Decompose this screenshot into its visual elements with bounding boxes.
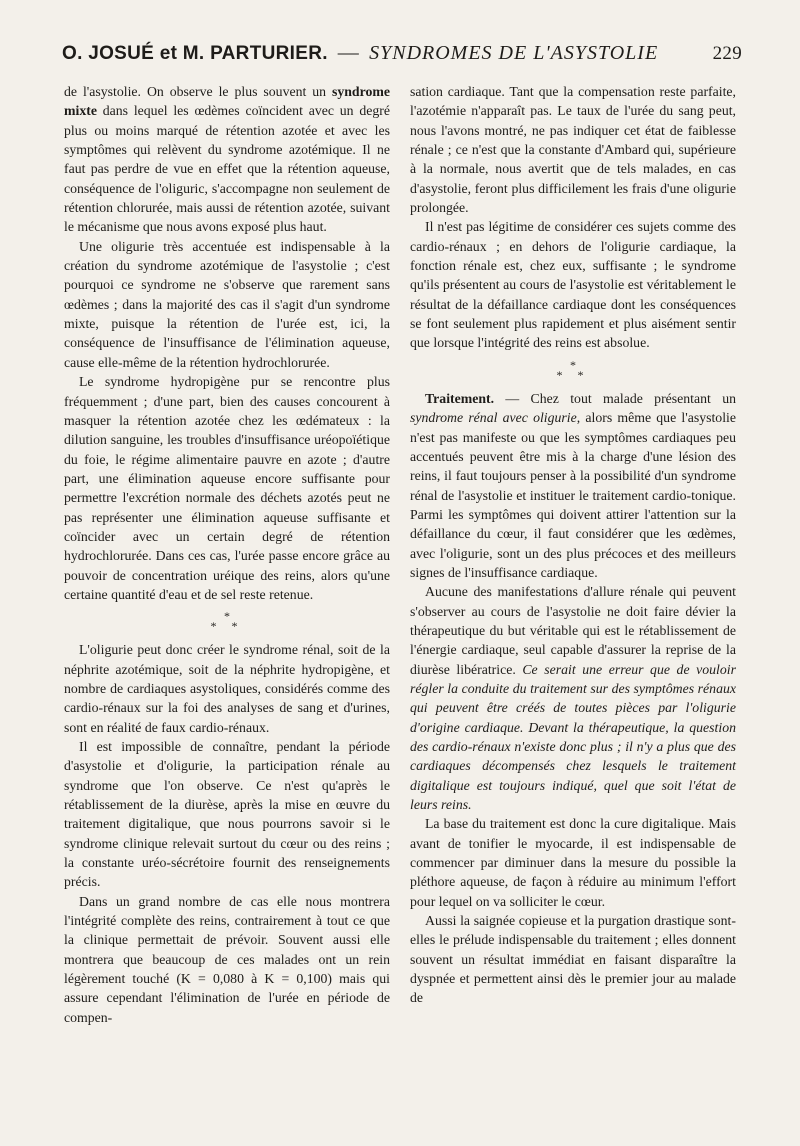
paragraph (410, 582, 736, 814)
paragraph: Le syndrome hydropigène pur se rencontre plus fréquemment ; d'une part, bien des causes concourent à masquer la rétention azotée chez les œdémateux : la dilution sanguine, les troubles d'insuffisance uréopoïétique du foie, le régime alimentaire pauvre en azote ; d'autre part, une élimination aqueuse encore suffisante pour permettre l'excrétion normale des déchets azotés peut ne pas représenter une élimination aqueuse suffisante et coïncider avec un certain degré de rétention hydrochlorurée. Dans ces cas, l'urée passe encore grâce au pouvoir de concentration uréique des reins, alors qu'une certaine quantité d'eau et de sel reste retenue. (64, 374, 390, 602)
page-number: 229 (712, 43, 742, 64)
bold-term: syndrome mixte (64, 84, 390, 119)
section-heading: Traitement. (425, 390, 495, 406)
text-run: Aucune des manifestations d'allure rénale qui peuvent s'observer au cours de l'asystolie ne doit faire dévier la thérapeutique du but véritable qui est le rétablissement de l'énergie cardiaque, seul capable d'assurer la reprise de la diurèse libératrice. (410, 584, 736, 677)
right-column (410, 82, 736, 1008)
text-run: , alors même que l'asystolie n'est pas manifeste ou que les symptômes cardiaques peu accentués peuvent être mis à la charge d'une lésion des reins, il faut toujours penser à la possibilité d'un syndrome rénal de l'asystolie et instituer le traitement cardio-tonique. Parmi les symptômes qui doivent attirer l'attention sur la défaillance du cœur, il faut considérer que les œdèmes, avec l'oligurie, sont un des plus précoces et des meilleurs signes de l'insuffisance cardiaque. (410, 410, 736, 580)
paragraph: Aussi la saignée copieuse et la purgation drastique sont-elles le prélude indispensable du traitement ; elles donnent souvent un résultat immédiat en faisant disparaître la dyspnée et permettent ainsi dès le premier jour au malade de (410, 913, 736, 1006)
italic-term: syndrome rénal avec oligurie (410, 410, 577, 426)
header-dash: — (337, 40, 360, 64)
header-title: SYNDROMES DE L'ASYSTOLIE (369, 42, 659, 64)
text-run: — Chez tout malade présentant un (494, 390, 736, 406)
asterism-top: * (224, 609, 230, 624)
asterism-bottom: * * (210, 619, 244, 634)
paragraph: sation cardiaque. Tant que la compensation reste parfaite, l'azotémie n'apparaît pas. Le taux de l'urée du sang peut, nous l'avons montré, ne pas indiquer cet état de faiblesse rénale ; ce n'est que la constante d'Ambard qui, supérieure à la normale, nous avertit que de tels malades, en cas d'asystolie, feront plus difficilement les frais d'une oligurie prolongée. (410, 84, 736, 216)
paragraph: L'oligurie peut donc créer le syndrome rénal, soit de la néphrite azotémique, soit de la néphrite hydropigène, et nombre de cardiaques asystoliques, considérés comme des cardio-rénaux sur la foi des analyses de sang et d'urines, sont en réalité de faux cardio-rénaux. (64, 642, 390, 735)
paragraph (410, 389, 736, 582)
asterism-bottom: * * (556, 367, 590, 382)
paragraph: Il est impossible de connaître, pendant la période d'asystolie et d'oligurie, la participation rénale au syndrome que l'on observe. Ce n'est qu'après le rétablissement de la diurèse, après la mise en œuvre du traitement digitalique, que nous pourrons savoir si le syndrome clinique relevait surtout du cœur ou des reins ; la constante uréo-sécrétoire fournit des renseignements précis. (64, 739, 390, 890)
text-run: de l'asystolie. On observe le plus souvent un (64, 84, 332, 99)
header-authors: O. JOSUÉ et M. PARTURIER. (62, 43, 328, 64)
paragraph (64, 82, 390, 237)
running-header (62, 40, 742, 70)
italic-passage: Ce serait une erreur que de vouloir régler la conduite du traitement sur des symptômes rénaux qui peuvent être créés de toutes pièces par l'oligurie d'origine cardiaque. Devant la thérapeutique, la question des cardio-rénaux n'existe donc plus ; il n'y a plus que des cardiaques décompensés chez lesquels le traitement digitalique est toujours indiqué, quel que soit l'état de leurs reins. (410, 661, 736, 813)
asterism (410, 353, 736, 387)
asterism (64, 604, 390, 638)
paragraph: Une oligurie très accentuée est indispensable à la création du syndrome azotémique de l'asystolie ; c'est pourquoi ce syndrome ne s'observe que rarement sans œdèmes ; dans la majorité des cas il s'agit d'un syndrome mixte, puisque la rétention de l'urée est, ici, la conséquence de l'insuffisance de l'élimination aqueuse, cause elle-même de la rétention hydrochlorurée. (64, 238, 390, 370)
left-column (64, 82, 390, 1027)
asterism-top: * (570, 357, 576, 372)
paragraph: La base du traitement est donc la cure digitalique. Mais avant de tonifier le myocarde, il est indispensable de commencer par diminuer dans la mesure du possible la pléthore aqueuse, de façon à réduire au minimum l'effort pour lequel on va solliciter le cœur. (410, 816, 736, 909)
text-run: dans lequel les œdèmes coïncident avec un degré plus ou moins marqué de rétention azotée et avec les symptômes qui relèvent du syndrome azotémique. Il ne faut pas perdre de vue en effet que la rétention aqueuse, conséquence de l'oliguric, s'accompagne non seulement de rétention chlorurée, mais aussi de rétention azotée, suivant le mécanisme que nous avons exposé plus haut. (64, 103, 390, 235)
paragraph: Dans un grand nombre de cas elle nous montrera l'intégrité complète des reins, contrairement à tout ce que la clinique permettait de prévoir. Souvent aussi elle montrera que beaucoup de ces malades ont un rein légèrement touché (K = 0,080 à K = 0,100) mais qui assure cependant l'élimination de l'urée en période de compen- (64, 893, 390, 1025)
paragraph: Il n'est pas légitime de considérer ces sujets comme des cardio-rénaux ; en dehors de l'oligurie cardiaque, la fonction rénale est, chez eux, suffisante ; le syndrome qu'ils présentent au cours de l'asystolie est véritablement le résultat de la défaillance cardiaque dont les conséquences se font seulement plus rapidement et plus aisément sentir que lorsque l'intégrité des reins est absolue. (410, 219, 736, 351)
